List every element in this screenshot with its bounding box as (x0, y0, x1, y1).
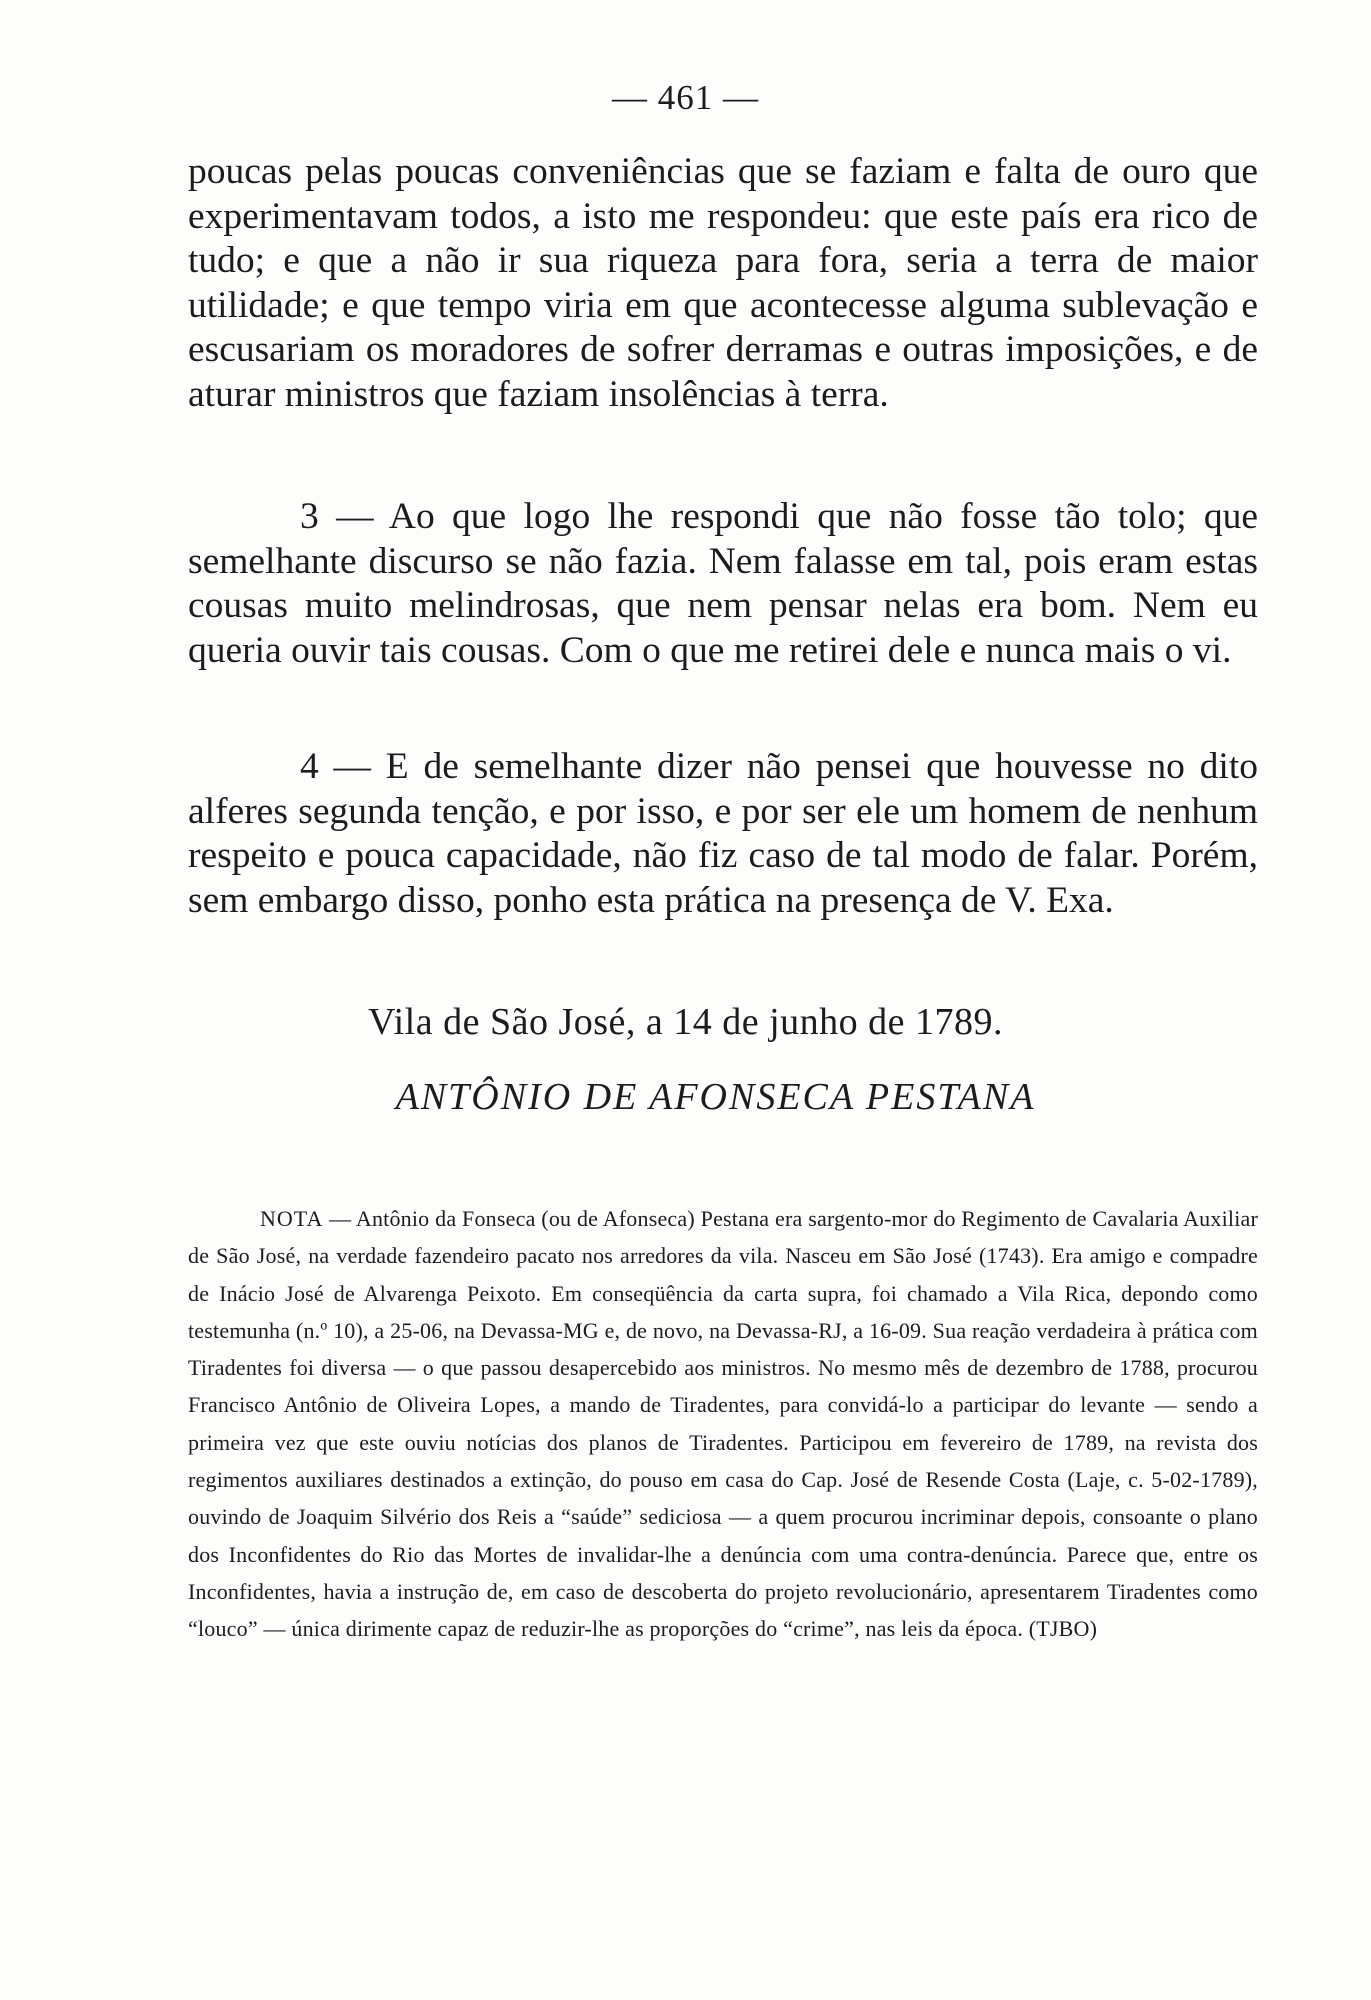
body-paragraph-2 (188, 495, 1258, 673)
dateline: Vila de São José, a 14 de junho de 1789. (367, 1001, 1004, 1043)
paragraph-text: poucas pelas poucas conveniências que se faziam e falta de ouro que experimentavam todos, a isto me respondeu: que este país era rico de tudo; e que a não ir sua riqueza para fora, seria a terra de maior utilidade; e que tempo viria em que acontecesse alguma sublevação e escusariam os moradores de sofrer derramas e outras imposições, e de aturar ministros que faziam insolências à terra. (188, 151, 1258, 415)
footnote-text: — Antônio da Fonseca (ou de Afonseca) Pestana era sargento-mor do Regimento de Cavalaria Auxiliar de São José, na verdade fazendeiro pacato nos arredores da vila. Nasceu em São José (1743). Era amigo e compadre de Inácio José de Alvarenga Peixoto. Em conseqüência da carta supra, foi chamado a Vila Rica, depondo como testemunha (n.º 10), a 25-06, na Devassa-MG e, de novo, na Devassa-RJ, a 16-09. Sua reação verdadeira à prática com Tiradentes foi diversa — o que passou desapercebido aos ministros. No mesmo mês de dezembro de 1788, procurou Francisco Antônio de Oliveira Lopes, a mando de Tiradentes, para convidá-lo a participar do levante — sendo a primeira vez que este ouviu notícias dos planos de Tiradentes. Participou em fevereiro de 1789, na revista dos regimentos auxiliares destinados a extinção, do pouso em casa do Cap. José de Resende Costa (Laje, c. 5-02-1789), ouvindo de Joaquim Silvério dos Reis a “saúde” sediciosa — a quem procurou incriminar depois, consoante o plano dos Inconfidentes do Rio das Mortes de invalidar-lhe a denúncia com uma contra-denúncia. Parece que, entre os Inconfidentes, havia a instrução de, em caso de descoberta do projeto revolucionário, apresentarem Tiradentes como “louco” — única dirimente capaz de reduzir-lhe as proporções do “crime”, nas leis da época. (TJBO) (188, 1206, 1258, 1642)
paragraph-text: 4 — E de semelhante dizer não pensei que houvesse no dito alferes segunda tenção, e por isso, e por ser ele um homem de nenhum respeito e pouca capacidade, não fiz caso de tal modo de falar. Porém, sem embargo disso, ponho esta prática na presença de V. Exa. (188, 746, 1258, 921)
paragraph-text: 3 — Ao que logo lhe respondi que não fosse tão tolo; que semelhante discurso se não fazia. Nem falasse em tal, pois eram estas cousas muito melindrosas, que nem pensar nelas era bom. Nem eu queria ouvir tais cousas. Com o que me retirei dele e nunca mais o vi. (188, 496, 1258, 671)
footnote-paragraph (188, 1200, 1258, 1648)
body-paragraph-3 (188, 745, 1258, 923)
page-number: — 461 — (612, 78, 759, 117)
footnote (188, 1200, 1258, 1648)
footnote-label: NOTA (260, 1206, 324, 1231)
body-paragraph-1 (188, 150, 1258, 417)
signature: ANTÔNIO DE AFONSECA PESTANA (395, 1076, 1036, 1118)
